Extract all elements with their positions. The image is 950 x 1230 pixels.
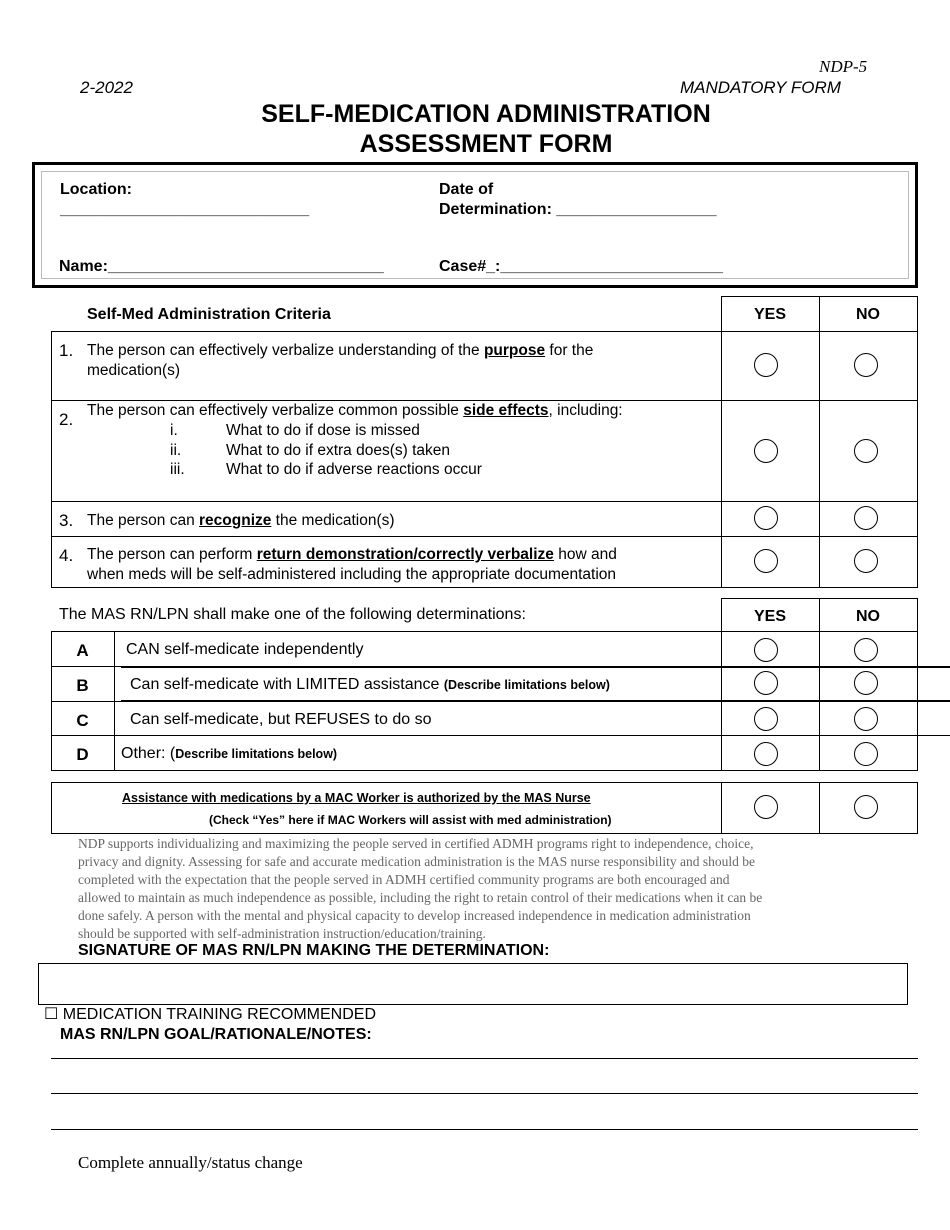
mac-authorization-label: Assistance with medications by a MAC Worker is authorized by the MAS Nurse [122,791,591,805]
criterion-2-sub-iii: iii. What to do if adverse reactions occur [170,461,482,478]
criterion-3-yes-radio[interactable] [754,506,778,530]
determination-b-text: Can self-medicate with LIMITED assistance (Describe limitations below) [130,676,610,693]
determination-d-no-radio[interactable] [854,742,878,766]
criterion-2-sub-i: i. What to do if dose is missed [170,422,420,439]
determination-c-letter: C [76,711,89,730]
criteria-no-header: NO [856,306,880,323]
determination-b-no-radio[interactable] [854,671,878,695]
notes-line-2[interactable] [51,1093,918,1094]
determination-b-yes-radio[interactable] [754,671,778,695]
determination-c-yes-radio[interactable] [754,707,778,731]
determination-d-text: Other: (Describe limitations below) [121,745,338,762]
determinations-yes-header: YES [753,608,786,625]
form-code: NDP-5 [819,57,868,76]
title-line-2: ASSESSMENT FORM [359,130,613,158]
determination-a-no-radio[interactable] [854,638,878,662]
notes-line-3[interactable] [51,1129,918,1130]
date-of-determination-field[interactable]: Determination: __________________ [439,201,717,218]
criteria-header: Self-Med Administration Criteria [87,306,331,323]
criterion-4-number: 4. [59,546,74,565]
criterion-2-sub-ii: ii. What to do if extra does(s) taken [170,442,450,459]
determination-c-no-radio[interactable] [854,707,878,731]
signature-label: SIGNATURE OF MAS RN/LPN MAKING THE DETERMINATION: [78,942,550,959]
determination-c-text: Can self-medicate, but REFUSES to do so [130,711,432,728]
determination-a-yes-radio[interactable] [754,638,778,662]
medication-training-option[interactable] [44,1004,376,1024]
criterion-2: The person can effectively verbalize common possible side effects, including: [87,402,623,419]
policy-paragraph: NDP supports individualizing and maximizing the people served in certified ADMH programs right to independence, choice, privacy and dignity. Assessing for safe and accurate medication administration is the MAS nurse responsibility and should be completed with the expectation that the people served in ADMH certified community programs are both encouraged and allowed to maintain as much independence as possible, including the right to retain control of their medications when it can be done safely. A person with the mental and physical capacity to develop increased independence in medication administration should be supported with self-administration instruction/education/training. [78,836,763,941]
title-line-1: SELF-MEDICATION ADMINISTRATION [261,100,711,128]
criterion-4: The person can perform return demonstration/correctly verbalize how and when meds will be self-administered including the appropriate documentation [87,546,617,583]
location-label: Location: ____________________________ [60,181,310,218]
criterion-1-no-radio[interactable] [854,353,878,377]
criterion-1-number: 1. [59,341,74,360]
determinations-no-header: NO [856,608,880,625]
determination-d-letter: D [76,745,89,764]
criterion-1-yes-radio[interactable] [754,353,778,377]
criterion-2-yes-radio[interactable] [754,439,778,463]
notes-label: MAS RN/LPN GOAL/RATIONALE/NOTES: [60,1026,372,1043]
medication-training-checkbox[interactable]: ☐ [44,1006,59,1023]
criterion-1: The person can effectively verbalize understanding of the purpose for the medication(s) [87,342,594,379]
form-date: 2-2022 [80,78,133,97]
criterion-2-no-radio[interactable] [854,439,878,463]
signature-field[interactable] [38,963,908,1005]
name-field[interactable]: Name:_______________________________ [59,258,384,275]
criterion-3-number: 3. [59,511,74,530]
location-field[interactable]: ____________________________ [60,201,310,218]
mac-no-radio[interactable] [854,795,878,819]
case-field[interactable]: Case#_:_________________________ [439,258,723,275]
mandatory-label: MANDATORY FORM [680,78,841,97]
criterion-4-yes-radio[interactable] [754,549,778,573]
mac-yes-radio[interactable] [754,795,778,819]
determination-d-yes-radio[interactable] [754,742,778,766]
notes-line-1[interactable] [51,1058,918,1059]
criteria-yes-header: YES [753,306,786,323]
date-of-determination: Date of Determination: __________________ [439,181,717,218]
criterion-2-number: 2. [59,410,74,429]
criterion-3: The person can recognize the medication(s) [87,512,395,529]
page-title [0,99,950,159]
criterion-4-no-radio[interactable] [854,549,878,573]
determinations-intro: The MAS RN/LPN shall make one of the following determinations: [59,606,526,623]
determination-a-letter: A [76,641,89,660]
mac-authorization-note: (Check “Yes” here if MAC Workers will assist with med administration) [209,813,612,827]
determination-a-text: CAN self-medicate independently [126,641,364,658]
criterion-3-no-radio[interactable] [854,506,878,530]
footer-note: Complete annually/status change [78,1153,303,1172]
medication-training-label: MEDICATION TRAINING RECOMMENDED [62,1006,376,1023]
determination-b-letter: B [76,676,89,695]
